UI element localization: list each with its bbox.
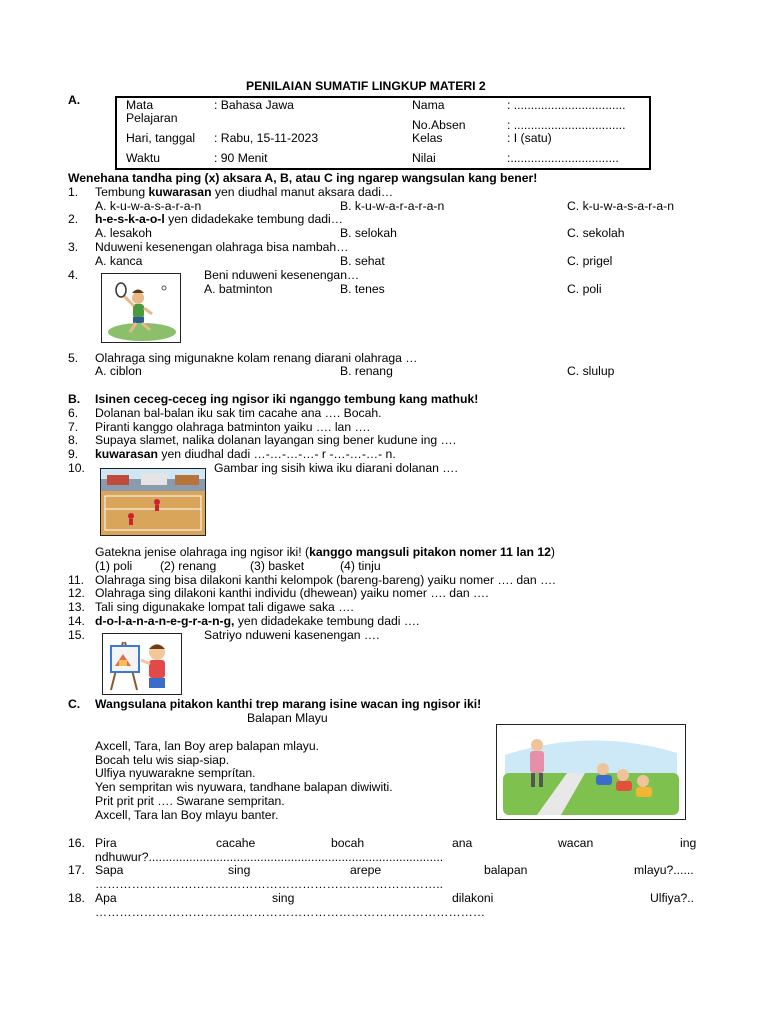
nama-label: Nama xyxy=(412,98,445,112)
option-list-item: (2) renang xyxy=(160,559,217,573)
q1-option-a[interactable]: A. k-u-w-a-s-a-r-a-n xyxy=(95,199,202,213)
kelas-label: Kelas xyxy=(412,131,443,145)
q16-number: 16. xyxy=(68,836,85,850)
nama-field[interactable]: : ................................. xyxy=(507,98,626,112)
q2-number: 2. xyxy=(68,212,79,226)
noabsen-field[interactable]: : ................................. xyxy=(507,118,626,132)
q11-text: Olahraga sing bisa dilakoni kanthi kelompok (bareng-bareng) yaiku nomer …. dan …. xyxy=(95,573,556,587)
section-c-label: C. xyxy=(68,697,81,711)
kelas-value: : I (satu) xyxy=(507,131,552,145)
q5-option-a[interactable]: A. ciblon xyxy=(95,364,142,378)
q11-number: 11. xyxy=(68,573,85,587)
q17-word: balapan xyxy=(484,863,528,877)
q2-text: h-e-s-k-a-o-l yen didadekake tembung dadi… xyxy=(95,212,343,226)
q13-number: 13. xyxy=(68,600,85,614)
waktu-value: : 90 Menit xyxy=(214,151,268,165)
q14-text: d-o-l-a-n-a-n-e-g-r-a-n-g, yen didadekake tembung dadi …. xyxy=(95,614,420,628)
q17-word: Sapa xyxy=(95,863,124,877)
q10-number: 10. xyxy=(68,461,85,475)
q2-option-a[interactable]: A. lesakoh xyxy=(95,226,152,240)
q1-option-c[interactable]: C. k-u-w-a-s-a-r-a-n xyxy=(567,199,674,213)
q3-number: 3. xyxy=(68,240,79,254)
q3-option-b[interactable]: B. sehat xyxy=(340,254,385,268)
q8-text: Supaya slamet, nalika dolanan layangan sing bener kudune ing …. xyxy=(95,433,457,447)
q5-number: 5. xyxy=(68,351,79,365)
q18-word: dilakoni xyxy=(452,891,494,905)
q12-text: Olahraga sing dilakoni kanthi individu (dhewean) yaiku nomer …. dan …. xyxy=(95,586,489,600)
q4-option-c[interactable]: C. poli xyxy=(567,282,602,296)
q14-number: 14. xyxy=(68,614,85,628)
q6-number: 6. xyxy=(68,406,79,420)
q8-number: 8. xyxy=(68,433,79,447)
q4-option-a[interactable]: A. batminton xyxy=(204,282,273,296)
field-picture xyxy=(100,468,206,536)
q4-option-b[interactable]: B. tenes xyxy=(340,282,385,296)
story-line: Axcell, Tara, lan Boy arep balapan mlayu. xyxy=(95,739,320,753)
story-line: Bocah telu wis siap-siap. xyxy=(95,753,230,767)
mapel-label-1: Mata xyxy=(126,98,154,112)
q16-word: cacahe xyxy=(216,836,256,850)
q17-answer-line[interactable]: ………………………………………………………………………….. xyxy=(95,877,444,891)
hari-value: : Rabu, 15-11-2023 xyxy=(214,131,319,145)
q16-word: ana xyxy=(452,836,473,850)
mapel-label-2: Pelajaran xyxy=(126,111,178,125)
instruction-a: Wenehana tandha ping (x) aksara A, B, atau C ing ngarep wangsulan kang bener! xyxy=(68,171,538,185)
noabsen-label: No.Absen xyxy=(412,118,466,132)
nilai-label: Nilai xyxy=(412,151,436,165)
q16-word: wacan xyxy=(558,836,594,850)
q7-text: Piranti kanggo olahraga batminton yaiku …. lan …. xyxy=(95,420,371,434)
q17-word: mlayu?...... xyxy=(634,863,694,877)
nilai-field[interactable]: :................................ xyxy=(507,151,619,165)
section-a-label: A. xyxy=(68,93,81,107)
q16-word: ing xyxy=(680,836,697,850)
story-title: Balapan Mlayu xyxy=(247,711,328,725)
q18-word: Apa xyxy=(95,891,117,905)
q3-text: Nduweni kesenengan olahraga bisa nambah… xyxy=(95,240,349,254)
hari-label: Hari, tanggal xyxy=(126,131,196,145)
option-list-item: (3) basket xyxy=(250,559,305,573)
badminton-picture xyxy=(101,273,181,343)
page-title: PENILAIAN SUMATIF LINGKUP MATERI 2 xyxy=(246,79,486,93)
instruction-c: Wangsulana pitakon kanthi trep marang isine wacan ing ngisor iki! xyxy=(95,697,482,711)
q2-option-b[interactable]: B. selokah xyxy=(340,226,397,240)
race-picture xyxy=(496,724,686,820)
q12-number: 12. xyxy=(68,586,85,600)
q6-text: Dolanan bal-balan iku sak tim cacahe ana …. Bocah. xyxy=(95,406,382,420)
section-b-label: B. xyxy=(68,392,81,406)
q1-option-b[interactable]: B. k-u-w-a-r-a-r-a-n xyxy=(340,199,445,213)
q13-text: Tali sing digunakake lompat tali digawe saka …. xyxy=(95,600,354,614)
mapel-value: : Bahasa Jawa xyxy=(214,98,294,112)
q9-number: 9. xyxy=(68,447,79,461)
q18-word: sing xyxy=(272,891,295,905)
q18-answer-line[interactable]: …………………………………………………………………………………… xyxy=(95,905,485,919)
q16-answer-line[interactable]: ndhuwur?....................................................................................... xyxy=(95,850,444,864)
q2-option-c[interactable]: C. sekolah xyxy=(567,226,625,240)
story-line: Axcell, Tara lan Boy mlayu banter. xyxy=(95,808,279,822)
waktu-label: Waktu xyxy=(126,151,161,165)
story-line: Yen sempritan wis nyuwara, tandhane balapan diwiwiti. xyxy=(95,780,393,794)
instruction-b: Isinen ceceg-ceceg ing ngisor iki nganggo tembung kang mathuk! xyxy=(95,392,479,406)
option-list-item: (1) poli xyxy=(95,559,133,573)
story-line: Prit prit prit …. Swarane sempritan. xyxy=(95,794,285,808)
q5-option-b[interactable]: B. renang xyxy=(340,364,393,378)
q10-text: Gambar ing sisih kiwa iku diarani dolanan …. xyxy=(214,461,458,475)
q5-option-c[interactable]: C. slulup xyxy=(567,364,615,378)
q4-number: 4. xyxy=(68,268,79,282)
q16-word: bocah xyxy=(331,836,365,850)
q5-text: Olahraga sing migunakne kolam renang diarani olahraga … xyxy=(95,351,418,365)
q1-number: 1. xyxy=(68,185,79,199)
q18-word: Ulfiya?.. xyxy=(650,891,695,905)
option-list-item: (4) tinju xyxy=(340,559,381,573)
q15-text: Satriyo nduweni kasenengan …. xyxy=(204,628,380,642)
q15-number: 15. xyxy=(68,628,85,642)
q3-option-a[interactable]: A. kanca xyxy=(95,254,143,268)
q9-text: kuwarasan yen diudhal dadi …-…-…-…- r -…-…-…- n. xyxy=(95,447,396,461)
q7-number: 7. xyxy=(68,420,79,434)
q17-word: sing xyxy=(228,863,251,877)
q18-number: 18. xyxy=(68,891,85,905)
gatekna-instruction: Gatekna jenise olahraga ing ngisor iki! (kanggo mangsuli pitakon nomer 11 lan 12) xyxy=(95,545,555,559)
painting-picture xyxy=(102,633,182,695)
q16-word: Pira xyxy=(95,836,117,850)
q3-option-c[interactable]: C. prigel xyxy=(567,254,613,268)
q4-text: Beni nduweni kesenengan… xyxy=(204,268,360,282)
q17-word: arepe xyxy=(350,863,382,877)
q17-number: 17. xyxy=(68,863,85,877)
story-line: Ulfiya nyuwaraknе semprítan. xyxy=(95,766,256,780)
q1-text: Tembung kuwarasan yen diudhal manut aksara dadi… xyxy=(95,185,394,199)
